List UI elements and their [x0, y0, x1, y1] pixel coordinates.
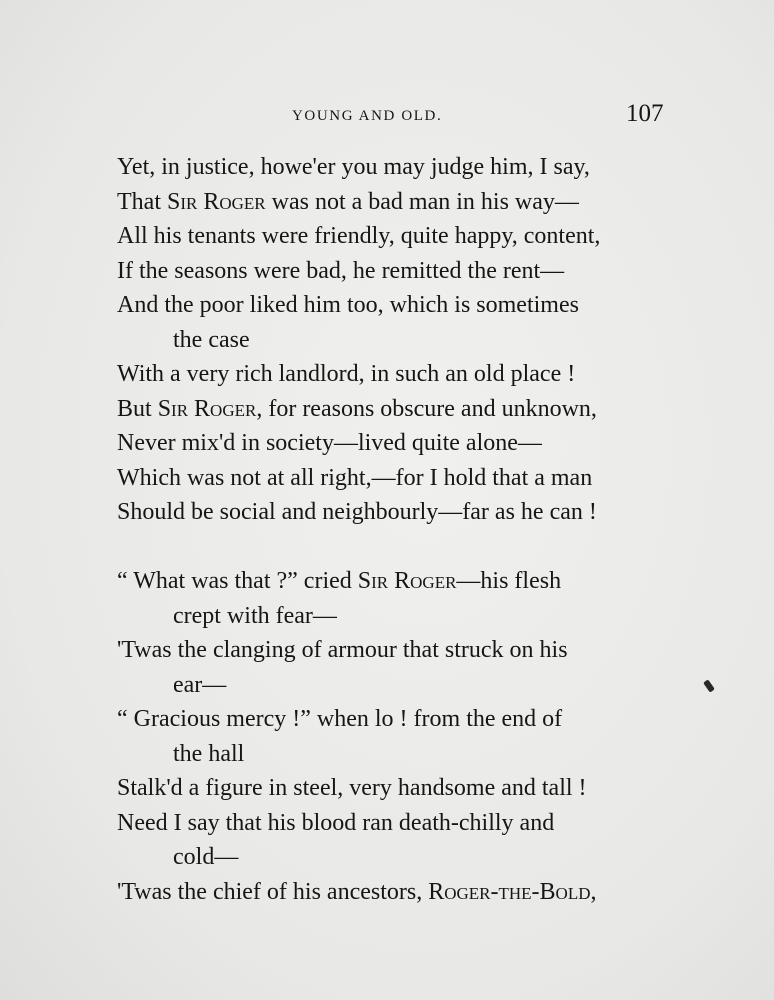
verse-line	[117, 185, 677, 220]
ink-speck	[703, 679, 715, 692]
verse-line-continuation: the hall	[173, 740, 245, 767]
verse-line: If the seasons were bad, he remitted the rent—	[117, 257, 565, 284]
verse-text: was not a bad man in his way—	[265, 188, 579, 215]
verse-line-continuation: the case	[173, 326, 250, 353]
verse-text: ,	[590, 878, 597, 905]
poem-text	[117, 150, 677, 909]
verse-line	[117, 875, 677, 910]
page-number: 107	[626, 100, 664, 127]
character-name: Roger-the-Bold	[428, 878, 591, 905]
verse-line: 'Twas the clanging of armour that struck on his	[117, 637, 568, 663]
verse-text: 'Twas the chief of his ancestors,	[117, 878, 429, 905]
page-header	[0, 98, 774, 138]
character-name: Sir Roger	[166, 188, 266, 215]
verse-text: That	[117, 188, 167, 215]
verse-line-continuation: crept with fear—	[173, 602, 337, 629]
verse-line: Yet, in justice, howe'er you may judge him, I say,	[117, 154, 590, 180]
verse-text: —his flesh	[456, 568, 562, 594]
verse-line-continuation: ear—	[173, 671, 227, 698]
character-name: Sir Roger	[157, 395, 257, 422]
verse-line: Stalk'd a figure in steel, very handsome and tall !	[117, 775, 587, 801]
verse-line-continuation: cold—	[173, 844, 239, 870]
running-head: YOUNG AND OLD.	[292, 108, 443, 124]
character-name: Sir Roger	[357, 568, 457, 594]
verse-line: Should be social and neighbourly—far as he can !	[117, 499, 597, 525]
verse-line: With a very rich landlord, in such an old place !	[117, 361, 576, 387]
verse-line: Which was not at all right,—for I hold that a man	[117, 464, 593, 491]
verse-line: “ Gracious mercy !” when lo ! from the end of	[117, 706, 563, 732]
verse-text: “ What was that ?” cried	[117, 568, 358, 594]
verse-line: And the poor liked him too, which is sometimes	[117, 292, 579, 318]
verse-text: , for reasons obscure and unknown,	[256, 395, 597, 422]
verse-line	[117, 392, 677, 427]
stanza-break	[117, 530, 677, 565]
verse-line: All his tenants were friendly, quite happy, content,	[117, 223, 601, 249]
verse-line: Need I say that his blood ran death-chilly and	[117, 809, 555, 836]
verse-line: Never mix'd in society—lived quite alone—	[117, 430, 542, 456]
verse-text: But	[117, 395, 158, 422]
verse-line	[117, 564, 677, 599]
